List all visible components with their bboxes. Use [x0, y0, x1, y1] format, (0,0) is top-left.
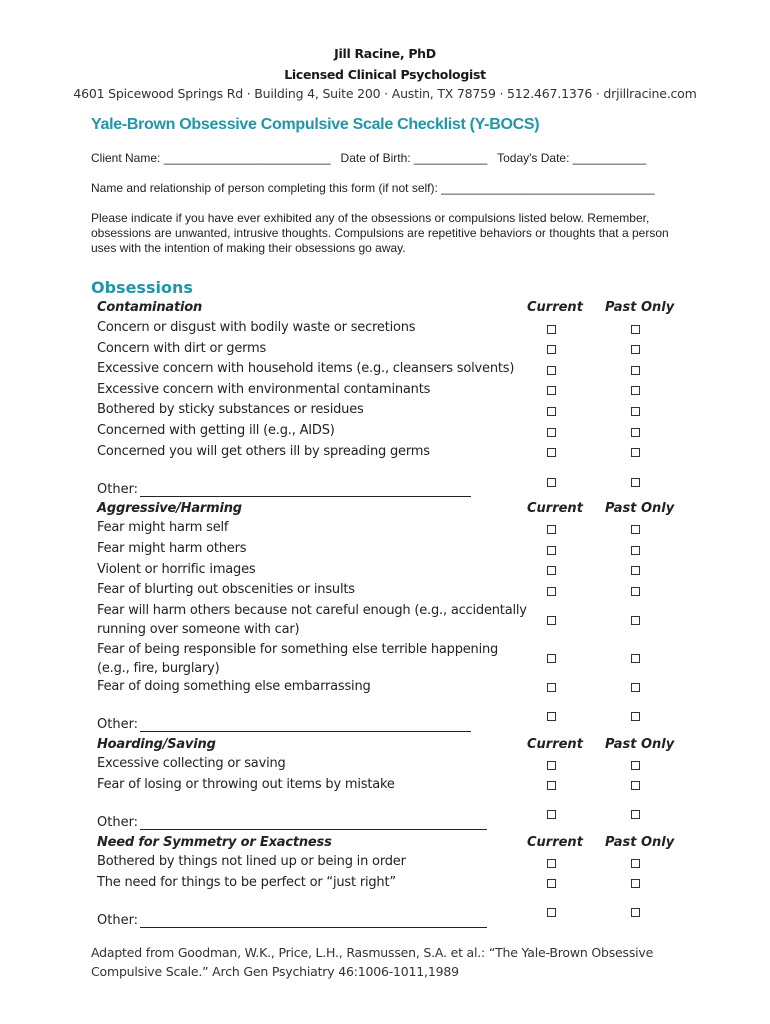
past-only-checkbox[interactable] — [631, 859, 640, 868]
current-checkbox[interactable] — [547, 407, 556, 416]
other-label: Other: — [97, 815, 139, 830]
checklist-item: Fear of being responsible for something else terrible happening (e.g., fire, burglary) — [97, 642, 499, 676]
past-only-checkbox[interactable] — [631, 683, 640, 692]
current-checkbox[interactable] — [547, 859, 556, 868]
past-only-checkbox[interactable] — [631, 525, 640, 534]
checklist-item: Excessive concern with environmental contaminants — [97, 382, 431, 397]
past-only-column-header: Past Only — [605, 737, 675, 752]
past-only-column-header: Past Only — [605, 501, 675, 516]
other-past-only-checkbox[interactable] — [631, 712, 640, 721]
checklist-item: The need for things to be perfect or “just right” — [97, 875, 396, 890]
current-column-header: Current — [527, 737, 583, 752]
past-only-checkbox[interactable] — [631, 566, 640, 575]
checklist-item: Fear might harm others — [97, 541, 247, 556]
current-checkbox[interactable] — [547, 525, 556, 534]
current-checkbox[interactable] — [547, 683, 556, 692]
checklist-item: Fear might harm self — [97, 520, 229, 535]
checklist-item: Violent or horrific images — [97, 562, 256, 577]
other-current-checkbox[interactable] — [547, 478, 556, 487]
other-label: Other: — [97, 913, 139, 928]
other-write-in-line[interactable] — [140, 927, 487, 928]
checklist-item: Concerned you will get others ill by spreading germs — [97, 444, 430, 459]
past-only-checkbox[interactable] — [631, 407, 640, 416]
other-current-checkbox[interactable] — [547, 712, 556, 721]
checklist-item: Fear of blurting out obscenities or insults — [97, 582, 355, 597]
current-column-header: Current — [527, 300, 583, 315]
checklist-item: Bothered by things not lined up or being in order — [97, 854, 406, 869]
checklist-item: Fear of losing or throwing out items by mistake — [97, 777, 395, 792]
practice-address: 4601 Spicewood Springs Rd · Building 4, Suite 200 · Austin, TX 78759 · 512.467.1376 · drjillracine.com — [73, 86, 697, 101]
past-only-column-header: Past Only — [605, 300, 675, 315]
other-label: Other: — [97, 717, 139, 732]
current-checkbox[interactable] — [547, 366, 556, 375]
obsessions-section-title: Obsessions — [91, 278, 193, 297]
checklist-item: Fear of doing something else embarrassing — [97, 679, 371, 694]
past-only-checkbox[interactable] — [631, 546, 640, 555]
current-checkbox[interactable] — [547, 654, 556, 663]
past-only-checkbox[interactable] — [631, 781, 640, 790]
past-only-column-header: Past Only — [605, 835, 675, 850]
checklist-item: Bothered by sticky substances or residues — [97, 402, 364, 417]
past-only-checkbox[interactable] — [631, 448, 640, 457]
citation-footer: Adapted from Goodman, W.K., Price, L.H., Rasmussen, S.A. et al.: “The Yale-Brown Obsessive Compulsive Scale.” Arch Gen Psychiatry 46:1006-1011,1989 — [91, 945, 654, 979]
current-checkbox[interactable] — [547, 761, 556, 770]
checklist-item: Concern or disgust with bodily waste or secretions — [97, 320, 416, 335]
current-checkbox[interactable] — [547, 616, 556, 625]
current-checkbox[interactable] — [547, 428, 556, 437]
category-aggressive-harming: Aggressive/Harming — [97, 501, 242, 516]
current-column-header: Current — [527, 835, 583, 850]
past-only-checkbox[interactable] — [631, 616, 640, 625]
past-only-checkbox[interactable] — [631, 587, 640, 596]
client-info-line[interactable]: Client Name: _________________________ Date of Birth: ___________ Today's Date: ___________ — [91, 151, 647, 165]
current-column-header: Current — [527, 501, 583, 516]
checklist-item: Excessive collecting or saving — [97, 756, 286, 771]
past-only-checkbox[interactable] — [631, 761, 640, 770]
past-only-checkbox[interactable] — [631, 879, 640, 888]
psychologist-name: Jill Racine, PhD — [334, 46, 436, 61]
current-checkbox[interactable] — [547, 345, 556, 354]
past-only-checkbox[interactable] — [631, 366, 640, 375]
past-only-checkbox[interactable] — [631, 654, 640, 663]
other-write-in-line[interactable] — [140, 496, 471, 497]
current-checkbox[interactable] — [547, 325, 556, 334]
instructions-text: Please indicate if you have ever exhibited any of the obsessions or compulsions listed below. Remember, obsessions are unwanted, intrusive thoughts. Compulsions are repetitive behaviors or thoughts that a person uses with the intention of making their obsessions go away. — [91, 211, 669, 255]
current-checkbox[interactable] — [547, 781, 556, 790]
category-contamination: Contamination — [97, 300, 202, 315]
completer-info-line[interactable]: Name and relationship of person completing this form (if not self): ________________________________ — [91, 181, 655, 195]
current-checkbox[interactable] — [547, 448, 556, 457]
checklist-item: Concerned with getting ill (e.g., AIDS) — [97, 423, 335, 438]
other-past-only-checkbox[interactable] — [631, 810, 640, 819]
past-only-checkbox[interactable] — [631, 345, 640, 354]
other-write-in-line[interactable] — [140, 829, 487, 830]
past-only-checkbox[interactable] — [631, 428, 640, 437]
form-title: Yale-Brown Obsessive Compulsive Scale Checklist (Y-BOCS) — [91, 116, 540, 133]
current-checkbox[interactable] — [547, 566, 556, 575]
other-label: Other: — [97, 482, 139, 497]
psychologist-credential: Licensed Clinical Psychologist — [284, 67, 486, 82]
current-checkbox[interactable] — [547, 587, 556, 596]
current-checkbox[interactable] — [547, 386, 556, 395]
past-only-checkbox[interactable] — [631, 386, 640, 395]
current-checkbox[interactable] — [547, 546, 556, 555]
other-write-in-line[interactable] — [140, 731, 471, 732]
checklist-item: Concern with dirt or germs — [97, 341, 267, 356]
other-current-checkbox[interactable] — [547, 810, 556, 819]
checklist-item: Excessive concern with household items (e.g., cleansers solvents) — [97, 361, 515, 376]
past-only-checkbox[interactable] — [631, 325, 640, 334]
checklist-item: Fear will harm others because not careful enough (e.g., accidentally running over someone with car) — [97, 603, 527, 637]
category-hoarding-saving: Hoarding/Saving — [97, 737, 216, 752]
other-past-only-checkbox[interactable] — [631, 478, 640, 487]
other-current-checkbox[interactable] — [547, 908, 556, 917]
other-past-only-checkbox[interactable] — [631, 908, 640, 917]
category-symmetry-exactness: Need for Symmetry or Exactness — [97, 835, 332, 850]
current-checkbox[interactable] — [547, 879, 556, 888]
